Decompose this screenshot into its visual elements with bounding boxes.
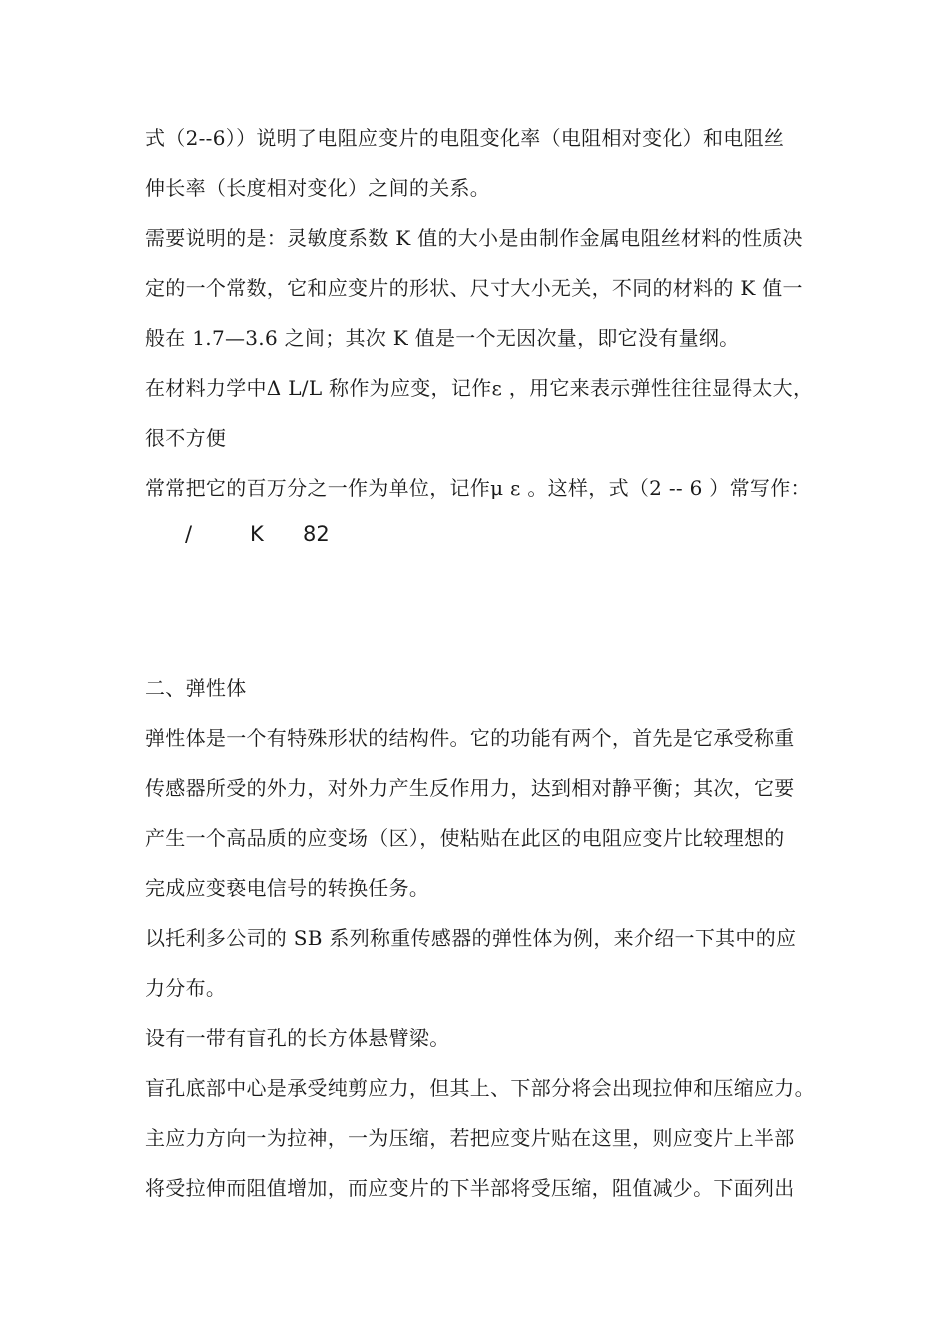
- paragraph-line: 在材料力学中Δ L/L 称作为应变，记作ε ，用它来表示弹性往往显得太大，: [145, 376, 814, 400]
- paragraph-line: 需要说明的是：灵敏度系数 K 值的大小是由制作金属电阻丝材料的性质决: [145, 226, 803, 250]
- paragraph-line: 定的一个常数，它和应变片的形状、尺寸大小无关，不同的材料的 K 值一: [145, 276, 803, 300]
- paragraph-line: 完成应变亵电信号的转换任务。: [145, 876, 430, 900]
- paragraph-line: 式（2--6））说明了电阻应变片的电阻变化率（电阻相对变化）和电阻丝: [145, 126, 785, 150]
- paragraph-line: 盲孔底部中心是承受纯剪应力，但其上、下部分将会出现拉伸和压缩应力。: [145, 1076, 815, 1100]
- paragraph-line: 主应力方向一为拉神，一为压缩，若把应变片贴在这里，则应变片上半部: [145, 1126, 795, 1150]
- paragraph-line: 伸长率（长度相对变化）之间的关系。: [145, 176, 491, 200]
- paragraph-line: 传感器所受的外力，对外力产生反作用力，达到相对静平衡；其次，它要: [145, 776, 795, 800]
- paragraph-line: 力分布。: [145, 976, 227, 1000]
- paragraph-line: 以托利多公司的 SB 系列称重传感器的弹性体为例，来介绍一下其中的应: [145, 926, 797, 950]
- paragraph-line: 常常把它的百万分之一作为单位，记作μ ε 。这样，式（2 -- 6 ）常写作：: [145, 476, 811, 500]
- formula-number: 82: [303, 522, 330, 546]
- section-heading: 二、弹性体: [145, 676, 247, 700]
- formula-slash: /: [185, 522, 193, 546]
- paragraph-line: 产生一个高品质的应变场（区），使粘贴在此区的电阻应变片比较理想的: [145, 826, 785, 850]
- formula-k: K: [250, 522, 264, 546]
- paragraph-line: 设有一带有盲孔的长方体悬臂梁。: [145, 1026, 450, 1050]
- paragraph-line: 很不方便: [145, 426, 227, 450]
- paragraph-line: 般在 1.7—3.6 之间；其次 K 值是一个无因次量，即它没有量纲。: [145, 326, 740, 350]
- paragraph-line: 将受拉伸而阻值增加，而应变片的下半部将受压缩，阻值减少。下面列出: [145, 1176, 795, 1200]
- paragraph-line: 弹性体是一个有特殊形状的结构件。它的功能有两个，首先是它承受称重: [145, 726, 795, 750]
